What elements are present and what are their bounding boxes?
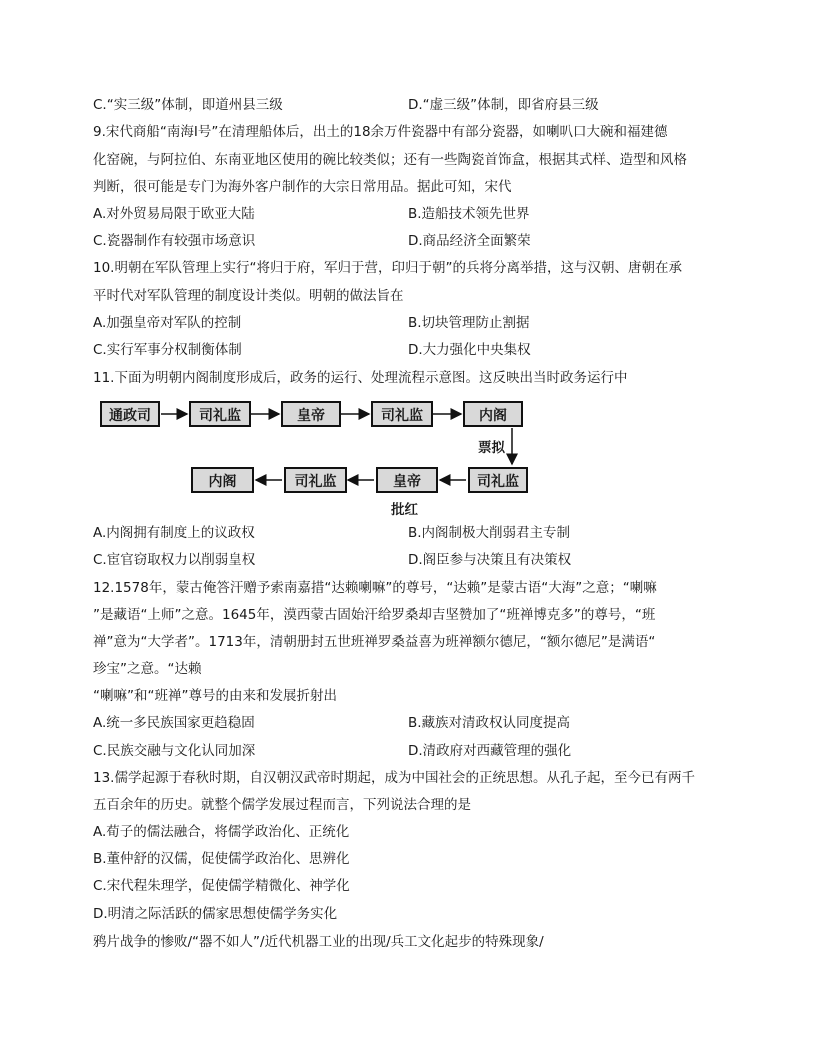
q11-option-c: C.宦官窃取权力以削弱皇权 xyxy=(93,552,256,568)
q12-stem-line-4: 珍宝”之意。“达赖 xyxy=(93,661,202,677)
q12-option-b: B.藏族对清政权认同度提高 xyxy=(408,715,571,731)
flow-box-silijian-4: 司礼监 xyxy=(468,467,528,493)
q10-option-d: D.大力强化中央集权 xyxy=(408,342,531,358)
q11-option-a: A.内阁拥有制度上的议政权 xyxy=(93,525,255,541)
q12-stem-line-2: ”是藏语“上师”之意。1645年，漠西蒙古固始汗给罗桑却吉坚赞加了“班禅博克多”的尊号，“班 xyxy=(93,607,656,623)
q12-option-c: C.民族交融与文化认同加深 xyxy=(93,743,256,759)
q13-option-a: A.荀子的儒法融合，将儒学政治化、正统化 xyxy=(93,824,350,840)
q12-stem-line-5: “喇嘛”和“班禅”尊号的由来和发展折射出 xyxy=(93,688,337,704)
q10-stem-line-2: 平时代对军队管理的制度设计类似。明朝的做法旨在 xyxy=(93,288,404,304)
q11-stem: 11.下面为明朝内阁制度形成后，政务的运行、处理流程示意图。这反映出当时政务运行中 xyxy=(93,370,628,386)
flow-label-pihong: 批红 xyxy=(391,502,418,518)
q9-option-b: B.造船技术领先世界 xyxy=(408,206,530,222)
flow-box-huangdi-2: 皇帝 xyxy=(376,467,438,493)
q9-stem-line-1: 9.宋代商船“南海Ⅰ号”在清理船体后，出土的18余万件瓷器中有部分瓷器，如喇叭口大碗和福建德 xyxy=(93,124,668,140)
q9-stem-line-2: 化窑碗，与阿拉伯、东南亚地区使用的碗比较类似；还有一些陶瓷首饰盒，根据其式样、造型和风格 xyxy=(93,152,687,168)
q13-option-d: D.明清之际活跃的儒家思想使儒学务实化 xyxy=(93,906,338,922)
q12-stem-line-1: 12.1578年，蒙古俺答汗赠予索南嘉措“达赖喇嘛”的尊号，“达赖”是蒙古语“大海”之意；“喇嘛 xyxy=(93,580,657,596)
q10-option-c: C.实行军事分权制衡体制 xyxy=(93,342,242,358)
q9-option-d: D.商品经济全面繁荣 xyxy=(408,233,531,249)
q13-option-b: B.董仲舒的汉儒，促使儒学政治化、思辨化 xyxy=(93,851,350,867)
flow-box-neige-1: 内阁 xyxy=(463,401,523,427)
flow-box-neige-2: 内阁 xyxy=(191,467,254,493)
q11-option-b: B.内阁制极大削弱君主专制 xyxy=(408,525,571,541)
q12-option-a: A.统一多民族国家更趋稳固 xyxy=(93,715,255,731)
flow-box-silijian-2: 司礼监 xyxy=(371,401,433,427)
q10-option-a: A.加强皇帝对军队的控制 xyxy=(93,315,242,331)
flow-label-piaoni: 票拟 xyxy=(478,440,505,456)
q13-stem-line-2: 五百余年的历史。就整个儒学发展过程而言，下列说法合理的是 xyxy=(93,797,471,813)
flow-box-silijian-3: 司礼监 xyxy=(284,467,347,493)
q12-stem-line-3: 禅”意为“大学者”。1713年，清朝册封五世班禅罗桑益喜为班禅额尔德尼，“额尔德尼”是满语“ xyxy=(93,634,656,650)
q8-option-c: C.“实三级”体制，即道州县三级 xyxy=(93,97,283,113)
q9-stem-line-3: 判断，很可能是专门为海外客户制作的大宗日常用品。据此可知，宋代 xyxy=(93,179,512,195)
q10-stem-line-1: 10.明朝在军队管理上实行“将归于府，军归于营，印归于朝”的兵将分离举措，这与汉朝、唐朝在承 xyxy=(93,260,682,276)
footer-line: 鸦片战争的惨败/“器不如人”/近代机器工业的出现/兵工文化起步的特殊现象/ xyxy=(93,934,544,950)
q9-option-a: A.对外贸易局限于欧亚大陆 xyxy=(93,206,255,222)
flow-box-tongzhengsi: 通政司 xyxy=(100,401,160,427)
q8-option-d: D.“虚三级”体制，即省府县三级 xyxy=(408,97,599,113)
q9-option-c: C.瓷器制作有较强市场意识 xyxy=(93,233,256,249)
flow-box-silijian-1: 司礼监 xyxy=(189,401,251,427)
q13-option-c: C.宋代程朱理学，促使儒学精微化、神学化 xyxy=(93,878,350,894)
q13-stem-line-1: 13.儒学起源于春秋时期，自汉朝汉武帝时期起，成为中国社会的正统思想。从孔子起，至今已有两千 xyxy=(93,770,695,786)
q10-option-b: B.切块管理防止割据 xyxy=(408,315,530,331)
q12-option-d: D.清政府对西藏管理的强化 xyxy=(408,743,572,759)
flow-box-huangdi-1: 皇帝 xyxy=(281,401,341,427)
q11-option-d: D.阁臣参与决策且有决策权 xyxy=(408,552,572,568)
